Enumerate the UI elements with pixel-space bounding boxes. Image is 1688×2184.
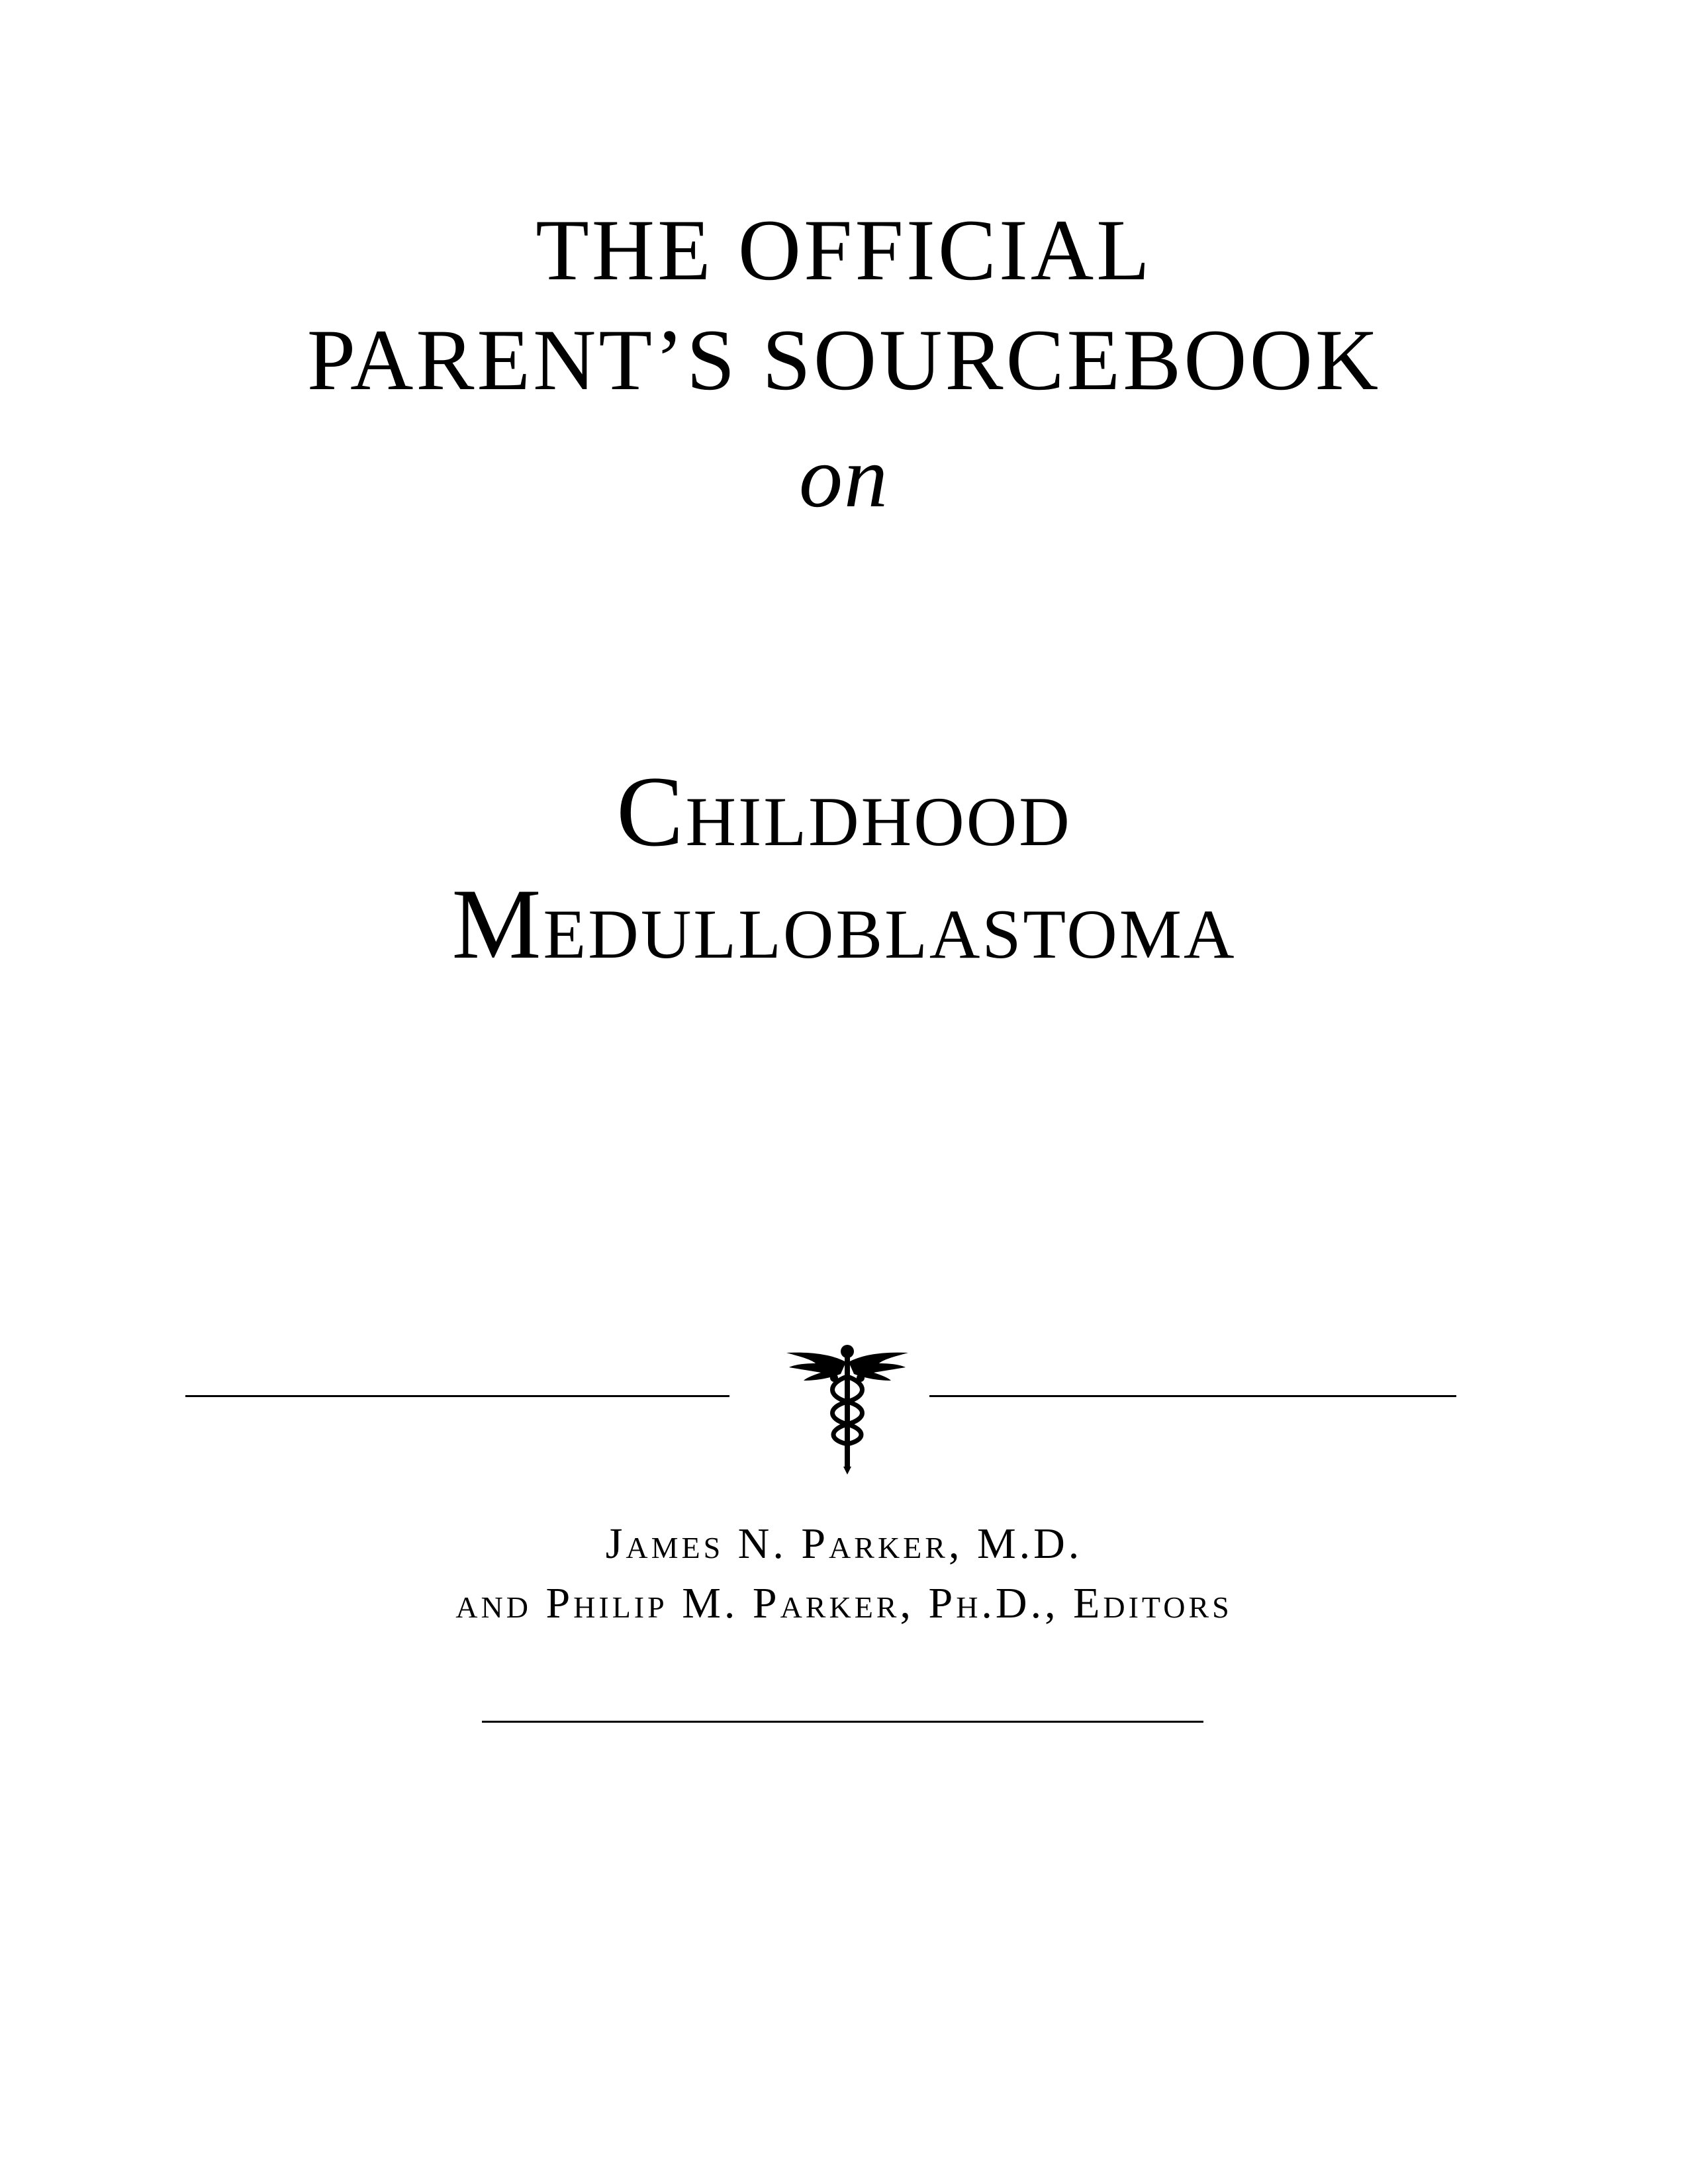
editor-line-1: James N. Parker, M.D. <box>605 1520 1083 1568</box>
title-line-1: THE OFFICIAL <box>536 201 1152 298</box>
caduceus-icon <box>774 1337 920 1476</box>
divider-left <box>185 1395 729 1397</box>
title-line-2: PARENT’S SOURCEBOOK <box>306 311 1382 408</box>
title-connector: on <box>799 428 889 525</box>
subject-line-1: Childhood <box>616 756 1072 867</box>
editor-line-2: and Philip M. Parker, Ph.D., Editors <box>455 1579 1233 1627</box>
subject-line-2: Medulloblastoma <box>451 868 1237 979</box>
divider-right <box>929 1395 1456 1397</box>
divider-bottom <box>482 1721 1203 1723</box>
